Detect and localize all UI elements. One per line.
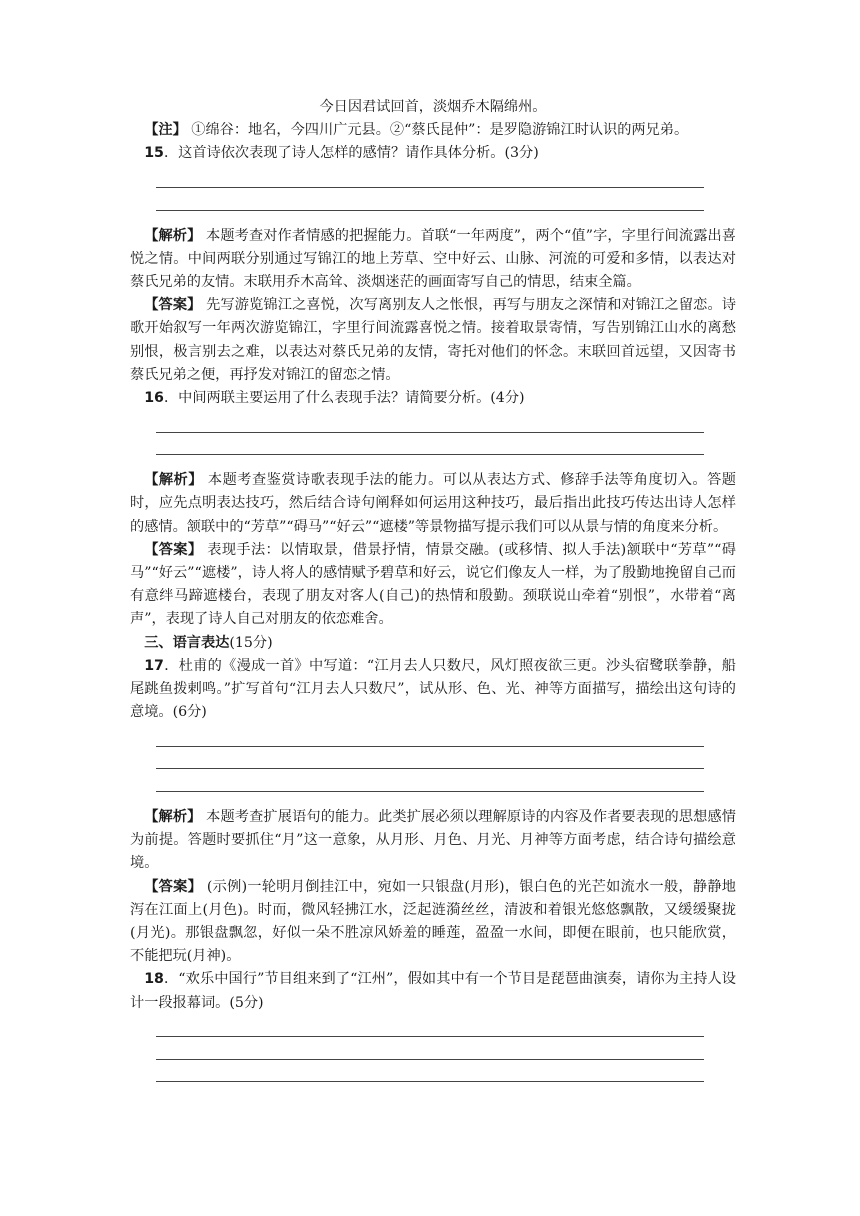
answer-line: [156, 769, 704, 792]
answer-tag: 【答案】: [144, 878, 203, 895]
answer-line: [156, 1060, 704, 1083]
document-page: [130, 96, 736, 1082]
answer-line: [156, 724, 704, 747]
question-15-number: 15: [144, 145, 164, 162]
question-16-text: ．中间两联主要运用了什么表现手法？请简要分析。(4分): [163, 390, 525, 407]
answer-17-text: (示例)一轮明月倒挂江中，宛如一只银盘(月形)，银白色的光芒如流水一般，静静地泻在江面上(月色)。时而，微风轻拂江水，泛起涟漪丝丝，清波和着银光悠悠飘散，又缓缓聚拢(月光)。那银盘飘忽，好似一朵不胜凉风娇羞的睡莲，盈盈一水间，即便在眼前，也只能欣赏，不能把玩(月神)。: [130, 878, 736, 965]
answer-line: [156, 1015, 704, 1038]
poem-last-line: 今日因君试回首，淡烟乔木隔绵州。: [319, 99, 547, 115]
analysis-17: [130, 806, 736, 876]
note-text: ①绵谷：地名，今四川广元县。②“蔡氏昆仲”：是罗隐游锦江时认识的两兄弟。: [186, 122, 689, 139]
question-16-number: 16: [144, 390, 164, 407]
analysis-15: [130, 225, 736, 295]
question-18: [130, 968, 736, 1014]
answer-tag: 【答案】: [144, 297, 202, 314]
answer-16: [130, 539, 736, 632]
question-17: [130, 655, 736, 725]
question-17-text: ．杜甫的《漫成一首》中写道：“江月去人只数尺，风灯照夜欲三更。沙头宿鹭联拳静，船尾跳鱼拨剌鸣。”扩写首句“江月去人只数尺”，试从形、色、光、神等方面描写，描绘出这句诗的意境。(6分): [130, 657, 736, 721]
analysis-tag: 【解析】: [144, 472, 203, 489]
answer-15: [130, 294, 736, 387]
answer-line: [156, 166, 704, 189]
question-15: [130, 142, 736, 165]
analysis-16-text: 本题考查鉴赏诗歌表现手法的能力。可以从表达方式、修辞手法等角度切入。答题时，应先点明表达技巧，然后结合诗句阐释如何运用这种技巧，最后指出此技巧传达出诗人怎样的感情。颔联中的“芳草”“碍马”“好云”“遮楼”等景物描写提示我们可以从景与情的角度来分析。: [130, 472, 736, 535]
question-18-text: ．“欢乐中国行”节目组来到了“江州”，假如其中有一个节目是琵琶曲演奏，请你为主持人设计一段报幕词。(5分): [130, 971, 736, 1011]
answer-16-text: 表现手法：以情取景，借景抒情，情景交融。(或移情、拟人手法)颔联中“芳草”“碍马”“好云”“遮楼”，诗人将人的感情赋予碧草和好云，说它们像友人一样，为了殷勤地挽留自己而有意绊马蹄遮楼台，表现了朋友对客人(自己)的热情和殷勤。颈联说山牵着“别恨”，水带着“离声”，表现了诗人自己对朋友的依恋难舍。: [130, 541, 736, 628]
answer-line: [156, 410, 704, 433]
note-tag: 【注】: [144, 122, 187, 139]
analysis-17-text: 本题考查扩展语句的能力。此类扩展必须以理解原诗的内容及作者要表现的思想感情为前提。答题时要抓住“月”这一意象，从月形、月色、月光、月神等方面考虑，结合诗句描绘意境。: [130, 808, 736, 872]
analysis-tag: 【解析】: [144, 227, 202, 244]
question-15-text: ．这首诗依次表现了诗人怎样的感情？请作具体分析。(3分): [163, 145, 539, 162]
answer-line: [156, 188, 704, 211]
answer-15-text: 先写游览锦江之喜悦，次写离别友人之怅恨，再写与朋友之深情和对锦江之留恋。诗歌开始叙写一年两次游览锦江，字里行间流露喜悦之情。接着取景寄情，写告别锦江山水的离愁别恨，极言别去之难，以表达对蔡氏兄弟的友情，寄托对他们的怀念。末联回首远望，又因寄书蔡氏兄弟之便，再抒发对锦江的留恋之情。: [130, 297, 736, 383]
answer-17: [130, 876, 736, 969]
answer-line: [156, 747, 704, 770]
answer-line: [156, 433, 704, 456]
analysis-15-text: 本题考查对作者情感的把握能力。首联“一年两度”，两个“值”字，字里行间流露出喜悦之情。中间两联分别通过写锦江的地上芳草、空中好云、山脉、河流的可爱和多情，以表达对蔡氏兄弟的友情。末联用乔木高耸、淡烟迷茫的画面寄写自己的情思，结束全篇。: [130, 227, 736, 291]
analysis-16: [130, 469, 736, 539]
answer-line: [156, 1037, 704, 1060]
question-17-number: 17: [144, 657, 164, 674]
section-3-heading: [130, 632, 736, 655]
section-3-score: (15分): [229, 634, 273, 651]
question-16: [130, 387, 736, 410]
analysis-tag: 【解析】: [144, 808, 202, 825]
note-paragraph: [130, 119, 736, 142]
section-3-title: 三、语言表达: [144, 634, 230, 651]
question-18-number: 18: [144, 971, 164, 988]
answer-tag: 【答案】: [144, 541, 203, 558]
